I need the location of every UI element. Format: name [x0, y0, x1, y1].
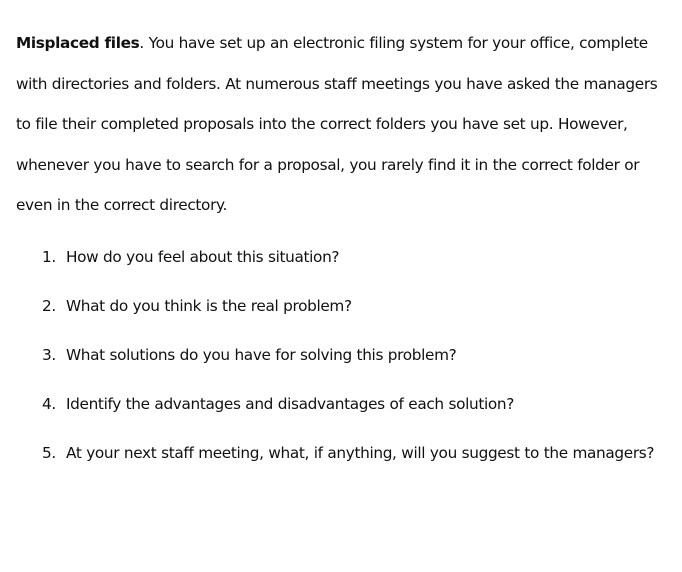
scenario-paragraph	[16, 23, 676, 226]
question-item	[42, 282, 676, 331]
question-item	[42, 331, 676, 380]
question-text: What do you think is the real problem?	[66, 296, 352, 315]
question-number: 4.	[42, 395, 56, 414]
question-number: 1.	[42, 247, 56, 266]
scenario-title: Misplaced files	[16, 34, 140, 52]
question-item	[42, 429, 676, 478]
question-number: 2.	[42, 296, 56, 315]
question-number: 5.	[42, 444, 56, 463]
question-text: Identify the advantages and disadvantages of each solution?	[66, 395, 515, 414]
document	[16, 23, 676, 479]
question-text: What solutions do you have for solving this problem?	[66, 345, 457, 364]
question-item	[42, 233, 676, 282]
question-item	[42, 380, 676, 429]
question-number: 3.	[42, 345, 56, 364]
question-text: At your next staff meeting, what, if anything, will you suggest to the managers?	[66, 444, 655, 463]
question-text: How do you feel about this situation?	[66, 247, 340, 266]
question-list	[16, 233, 676, 479]
scenario-body: . You have set up an electronic filing system for your office, complete with directories and folders. At numerous staff meetings you have asked the managers to file their completed proposals into the correct folders you have set up. However, whenever you have to search for a proposal, you rarely find it in the correct folder or even in the correct directory.	[16, 34, 658, 214]
